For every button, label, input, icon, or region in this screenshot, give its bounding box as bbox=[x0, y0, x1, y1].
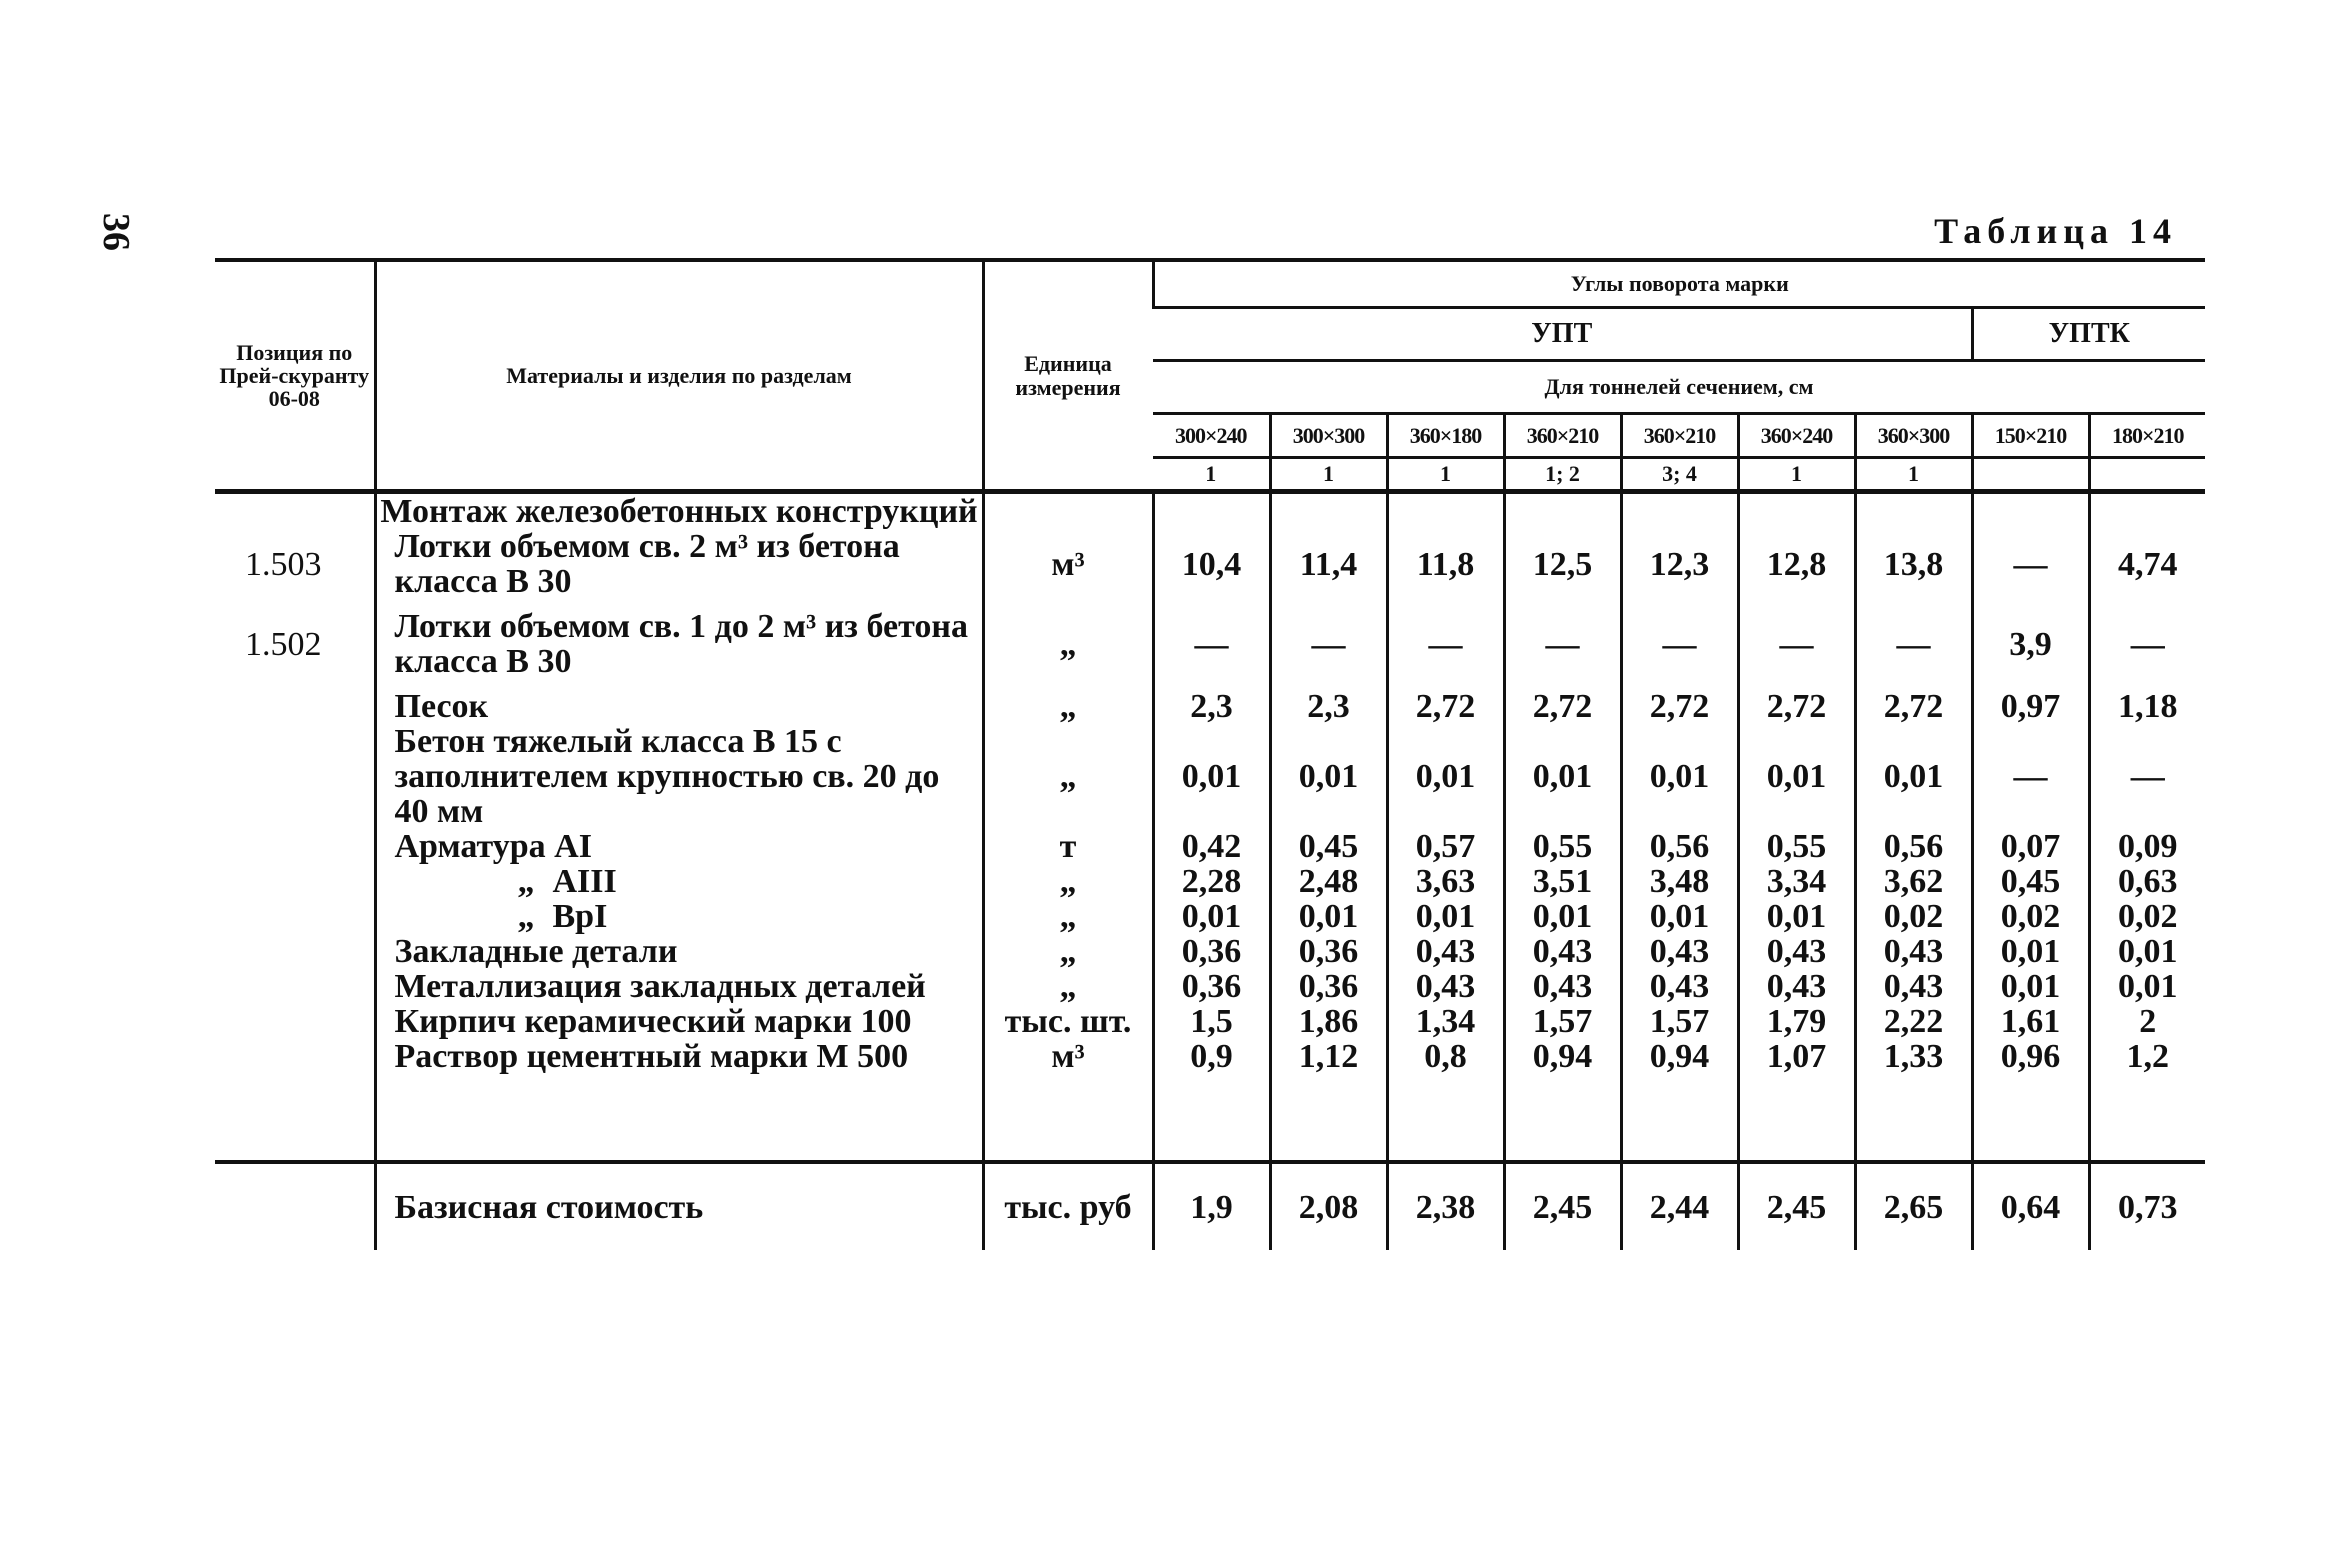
variant-6: 1 bbox=[1738, 458, 1855, 492]
row-value: 0,43 bbox=[1504, 934, 1621, 969]
section-size-5: 360×210 bbox=[1621, 414, 1738, 458]
row-value: 0,43 bbox=[1387, 969, 1504, 1004]
row-value: 12,3 bbox=[1621, 529, 1738, 599]
total-position bbox=[215, 1162, 375, 1250]
row-value: 0,36 bbox=[1270, 969, 1387, 1004]
row-unit: „ bbox=[983, 599, 1153, 689]
row-value: 0,36 bbox=[1270, 934, 1387, 969]
table-row bbox=[215, 899, 2205, 934]
row-value: 1,86 bbox=[1270, 1004, 1387, 1039]
variant-2: 1 bbox=[1270, 458, 1387, 492]
row-value: 2,22 bbox=[1855, 1004, 1972, 1039]
row-value: 0,02 bbox=[1972, 899, 2089, 934]
total-row bbox=[215, 1162, 2205, 1250]
row-value: 0,36 bbox=[1153, 934, 1270, 969]
row-value: 0,43 bbox=[1621, 969, 1738, 1004]
row-value: 0,63 bbox=[2089, 864, 2205, 899]
table-row bbox=[215, 1039, 2205, 1074]
row-value: 0,01 bbox=[1153, 899, 1270, 934]
row-value: 0,01 bbox=[2089, 934, 2205, 969]
row-value: 3,9 bbox=[1972, 599, 2089, 689]
table-row bbox=[215, 724, 2205, 829]
row-value: — bbox=[1153, 599, 1270, 689]
header-materials: Материалы и изделия по разделам bbox=[375, 260, 983, 492]
row-value: 11,4 bbox=[1270, 529, 1387, 599]
row-value: 2,48 bbox=[1270, 864, 1387, 899]
variant-1: 1 bbox=[1205, 461, 1217, 487]
variant-8 bbox=[1972, 458, 2089, 492]
row-value: 0,43 bbox=[1738, 934, 1855, 969]
row-material: Арматура AI bbox=[375, 829, 983, 864]
section-size-7: 360×300 bbox=[1855, 414, 1972, 458]
row-material: Бетон тяжелый класса В 15 с заполнителем крупностью св. 20 до 40 мм bbox=[375, 724, 983, 829]
row-value: 0,45 bbox=[1270, 829, 1387, 864]
document-table-wrapper bbox=[215, 258, 2205, 1250]
row-value: — bbox=[1504, 599, 1621, 689]
row-value: 2,28 bbox=[1153, 864, 1270, 899]
row-unit: „ bbox=[983, 934, 1153, 969]
row-value: 0,01 bbox=[1270, 899, 1387, 934]
row-value: 0,07 bbox=[1972, 829, 2089, 864]
row-value: 0,45 bbox=[1972, 864, 2089, 899]
row-position bbox=[215, 864, 375, 899]
row-position bbox=[215, 829, 375, 864]
row-value: 0,43 bbox=[1621, 934, 1738, 969]
row-value: 0,01 bbox=[1270, 724, 1387, 829]
table-row bbox=[215, 969, 2205, 1004]
table-row bbox=[215, 829, 2205, 864]
row-value: 0,01 bbox=[1621, 724, 1738, 829]
row-value: 3,48 bbox=[1621, 864, 1738, 899]
row-value: 2,72 bbox=[1504, 689, 1621, 724]
row-value: 13,8 bbox=[1855, 529, 1972, 599]
row-value: 0,43 bbox=[1387, 934, 1504, 969]
variant-3: 1 bbox=[1387, 458, 1504, 492]
table-row bbox=[215, 864, 2205, 899]
row-material: Закладные детали bbox=[375, 934, 983, 969]
row-value: 0,42 bbox=[1153, 829, 1270, 864]
row-value: 3,62 bbox=[1855, 864, 1972, 899]
total-value: 2,44 bbox=[1621, 1162, 1738, 1250]
row-unit: „ bbox=[983, 689, 1153, 724]
section-size-1: 300×240 bbox=[1174, 422, 1247, 448]
row-value: 1,57 bbox=[1621, 1004, 1738, 1039]
row-value: 2,72 bbox=[1855, 689, 1972, 724]
row-position: 1.502 bbox=[245, 625, 322, 663]
variant-4: 1; 2 bbox=[1504, 458, 1621, 492]
total-value: 2,45 bbox=[1504, 1162, 1621, 1250]
row-value: 2,72 bbox=[1738, 689, 1855, 724]
row-position bbox=[215, 1004, 375, 1039]
row-material-name: AIII bbox=[552, 863, 617, 901]
row-material bbox=[375, 899, 983, 934]
row-value: — bbox=[1972, 724, 2089, 829]
row-value: 12,5 bbox=[1504, 529, 1621, 599]
row-value: — bbox=[1855, 599, 1972, 689]
table-header bbox=[215, 260, 2205, 492]
row-value: 0,02 bbox=[2089, 899, 2205, 934]
row-value: 2,3 bbox=[1153, 689, 1270, 724]
row-value: 0,56 bbox=[1855, 829, 1972, 864]
row-unit: „ bbox=[983, 724, 1153, 829]
row-value: 1,33 bbox=[1855, 1039, 1972, 1074]
total-value: 2,38 bbox=[1387, 1162, 1504, 1250]
ditto-mark: „ bbox=[517, 863, 535, 901]
row-value: 1,34 bbox=[1387, 1004, 1504, 1039]
row-material: Раствор цементный марки М 500 bbox=[375, 1039, 983, 1074]
row-value: — bbox=[2089, 724, 2205, 829]
row-value: 0,01 bbox=[1855, 724, 1972, 829]
table-body bbox=[215, 492, 2205, 1251]
variant-7: 1 bbox=[1855, 458, 1972, 492]
row-material: Кирпич керамический марки 100 bbox=[375, 1004, 983, 1039]
row-value: 0,43 bbox=[1855, 934, 1972, 969]
header-position: Позиция по Прей-скуранту 06-08 bbox=[215, 260, 375, 492]
row-position bbox=[215, 969, 375, 1004]
row-material: Лотки объемом св. 1 до 2 м³ из бетона класса В 30 bbox=[375, 599, 983, 689]
row-value: 0,01 bbox=[1972, 969, 2089, 1004]
row-value: 0,55 bbox=[1504, 829, 1621, 864]
row-value: 3,63 bbox=[1387, 864, 1504, 899]
row-value: — bbox=[1621, 599, 1738, 689]
section-title: Монтаж железобетонных конструкций bbox=[375, 492, 983, 530]
row-value: 1,57 bbox=[1504, 1004, 1621, 1039]
total-value: 0,73 bbox=[2089, 1162, 2205, 1250]
row-material bbox=[375, 864, 983, 899]
row-value: 0,97 bbox=[1972, 689, 2089, 724]
row-value: 0,02 bbox=[1855, 899, 1972, 934]
row-value: 0,43 bbox=[1738, 969, 1855, 1004]
row-value: 0,43 bbox=[1504, 969, 1621, 1004]
row-value: 0,01 bbox=[1504, 724, 1621, 829]
row-value: 2 bbox=[2089, 1004, 2205, 1039]
header-group-upt: УПТ bbox=[1153, 308, 1972, 361]
total-value: 2,45 bbox=[1738, 1162, 1855, 1250]
row-value: 1,79 bbox=[1738, 1004, 1855, 1039]
row-value: 0,96 bbox=[1972, 1039, 2089, 1074]
table-row bbox=[215, 529, 2205, 599]
page-number: 36 bbox=[95, 213, 137, 251]
row-value: 0,94 bbox=[1504, 1039, 1621, 1074]
row-value: — bbox=[1738, 599, 1855, 689]
row-value: 12,8 bbox=[1738, 529, 1855, 599]
total-value: 2,08 bbox=[1270, 1162, 1387, 1250]
row-value: 0,36 bbox=[1153, 969, 1270, 1004]
total-unit: тыс. руб bbox=[983, 1162, 1153, 1250]
row-material: Металлизация закладных деталей bbox=[375, 969, 983, 1004]
section-size-2: 300×300 bbox=[1270, 414, 1387, 458]
row-value: 0,57 bbox=[1387, 829, 1504, 864]
row-value: 4,74 bbox=[2089, 529, 2205, 599]
row-unit: „ bbox=[983, 899, 1153, 934]
table-row bbox=[215, 689, 2205, 724]
row-value: — bbox=[1270, 599, 1387, 689]
row-position bbox=[215, 689, 375, 724]
row-unit: „ bbox=[983, 864, 1153, 899]
row-value: 0,9 bbox=[1153, 1039, 1270, 1074]
header-angles: Углы поворота марки bbox=[1153, 260, 2205, 308]
table-row bbox=[215, 934, 2205, 969]
row-value: — bbox=[1387, 599, 1504, 689]
row-value: 3,34 bbox=[1738, 864, 1855, 899]
materials-table bbox=[215, 258, 2205, 1250]
row-value: — bbox=[1972, 529, 2089, 599]
total-value: 1,9 bbox=[1153, 1162, 1270, 1250]
row-value: 3,51 bbox=[1504, 864, 1621, 899]
row-material-name: BpI bbox=[552, 898, 608, 936]
row-value: 0,01 bbox=[1153, 724, 1270, 829]
row-value: 0,43 bbox=[1855, 969, 1972, 1004]
total-name: Базисная стоимость bbox=[375, 1162, 983, 1250]
row-value: 1,12 bbox=[1270, 1039, 1387, 1074]
row-unit: т bbox=[983, 829, 1153, 864]
row-value: 1,18 bbox=[2089, 689, 2205, 724]
row-value: 11,8 bbox=[1387, 529, 1504, 599]
row-unit: м³ bbox=[983, 529, 1153, 599]
row-value: 2,72 bbox=[1621, 689, 1738, 724]
row-value: 0,55 bbox=[1738, 829, 1855, 864]
row-value: 1,2 bbox=[2089, 1039, 2205, 1074]
row-position bbox=[215, 1039, 375, 1074]
row-value: 0,01 bbox=[1738, 899, 1855, 934]
row-position bbox=[215, 899, 375, 934]
row-value: 0,94 bbox=[1621, 1039, 1738, 1074]
row-position bbox=[215, 934, 375, 969]
row-value: 0,09 bbox=[2089, 829, 2205, 864]
section-row bbox=[215, 492, 2205, 530]
section-size-8: 150×210 bbox=[1972, 414, 2089, 458]
section-size-9: 180×210 bbox=[2089, 414, 2205, 458]
row-value: 2,72 bbox=[1387, 689, 1504, 724]
row-value: 0,56 bbox=[1621, 829, 1738, 864]
section-size-6: 360×240 bbox=[1738, 414, 1855, 458]
row-position bbox=[215, 724, 375, 829]
row-value: 1,5 bbox=[1153, 1004, 1270, 1039]
variant-9 bbox=[2089, 458, 2205, 492]
header-group-uptk: УПТК bbox=[1972, 308, 2205, 361]
table-row bbox=[215, 1004, 2205, 1039]
row-value: 0,01 bbox=[1387, 724, 1504, 829]
row-value: 0,01 bbox=[2089, 969, 2205, 1004]
row-position: 1.503 bbox=[245, 545, 322, 583]
total-value: 2,65 bbox=[1855, 1162, 1972, 1250]
section-size-3: 360×180 bbox=[1387, 414, 1504, 458]
row-unit: „ bbox=[983, 969, 1153, 1004]
table-row bbox=[215, 599, 2205, 689]
total-value: 0,64 bbox=[1972, 1162, 2089, 1250]
row-value: 0,01 bbox=[1972, 934, 2089, 969]
row-value: 0,01 bbox=[1504, 899, 1621, 934]
row-value: 0,8 bbox=[1387, 1039, 1504, 1074]
row-material: Лотки объемом св. 2 м³ из бетона класса В 30 bbox=[375, 529, 983, 599]
row-unit: тыс. шт. bbox=[983, 1004, 1153, 1039]
row-value: — bbox=[2089, 599, 2205, 689]
row-value: 0,01 bbox=[1738, 724, 1855, 829]
spacer-row bbox=[215, 1074, 2205, 1162]
variant-5: 3; 4 bbox=[1621, 458, 1738, 492]
table-title: Таблица 14 bbox=[1934, 211, 2177, 251]
header-unit: Единица измерения bbox=[983, 260, 1153, 492]
row-value: 2,3 bbox=[1270, 689, 1387, 724]
row-value: 1,07 bbox=[1738, 1039, 1855, 1074]
ditto-mark: „ bbox=[517, 898, 535, 936]
row-value: 0,01 bbox=[1387, 899, 1504, 934]
row-value: 10,4 bbox=[1153, 529, 1270, 599]
row-value: 1,61 bbox=[1972, 1004, 2089, 1039]
section-size-4: 360×210 bbox=[1504, 414, 1621, 458]
row-value: 0,01 bbox=[1621, 899, 1738, 934]
row-material: Песок bbox=[375, 689, 983, 724]
row-unit: м³ bbox=[983, 1039, 1153, 1074]
header-tunnels: Для тоннелей сечением, см bbox=[1153, 361, 2205, 414]
